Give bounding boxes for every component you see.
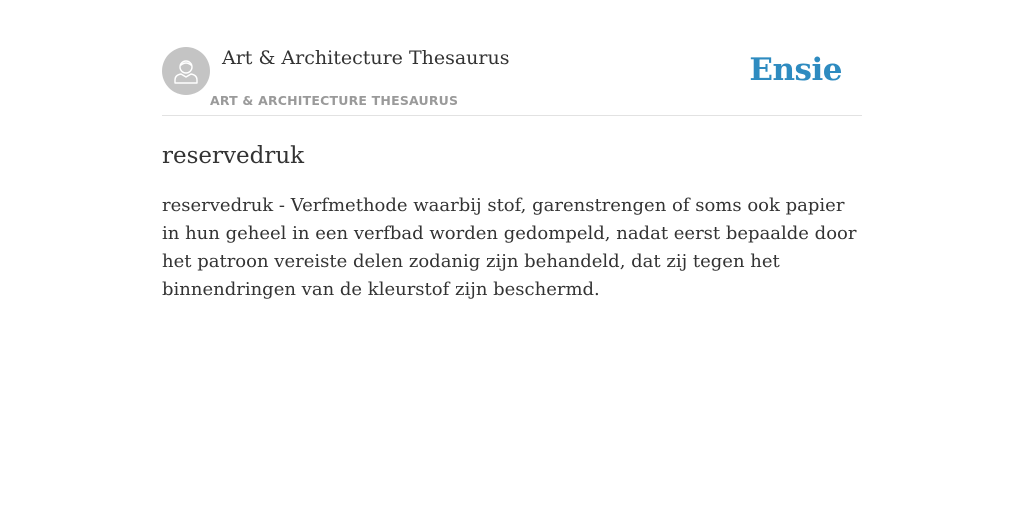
- header: [162, 0, 862, 116]
- source-subtitle[interactable]: ART & ARCHITECTURE THESAURUS: [210, 93, 459, 108]
- ensie-logo[interactable]: Ensie: [749, 52, 842, 88]
- avatar[interactable]: [162, 47, 210, 95]
- term-heading: reservedruk: [162, 143, 305, 169]
- source-title[interactable]: Art & Architecture Thesaurus: [222, 47, 510, 69]
- definition-text: reservedruk - Verfmethode waarbij stof, garenstrengen of soms ook papier in hun geheel in een verfbad worden gedompeld, nadat eerst bepaalde door het patroon vereiste delen zodanig zijn behandeld, dat zij tegen het binnendringen van de kleurstof zijn beschermd.: [162, 195, 857, 300]
- user-avatar-icon: [171, 56, 201, 86]
- content-container: [162, 0, 862, 304]
